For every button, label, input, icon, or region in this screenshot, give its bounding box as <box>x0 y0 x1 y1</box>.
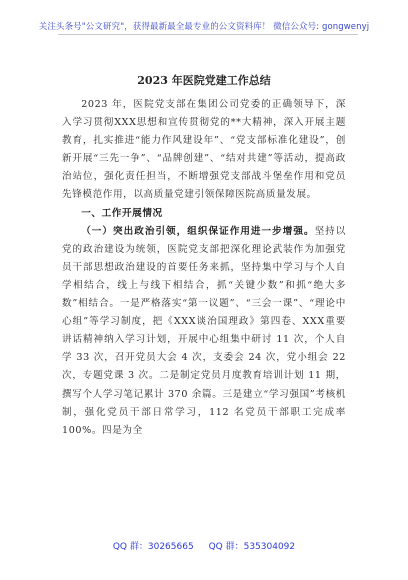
footer-qq-group-2: QQ 群：535304092 <box>208 542 296 552</box>
header-banner: 关注头条号"公文研究"，获得最新最全最专业的公文资料库！ 微信公众号: gongwenyj <box>38 22 370 32</box>
section-heading: 一、工作开展情况 <box>81 207 163 219</box>
document-title: 2023 年医院党建工作总结 <box>137 74 271 87</box>
intro-paragraph: 2023 年，医院党支部在集团公司党委的正确领导下，深入学习贯彻XXX思想和宣传贯彻党的**大精神，深入开展主题教育，扎实推进“能力作风建设年”、“党支部标准化建设”，创新开展“三先一争”、“品牌创建”、“结对共建”等活动，提高政治站位，强化责任担当，不断增强党支部战斗堡垒作用和党员先锋模范作用，以高质量党建引领保障医院高质量发展。 <box>62 99 346 201</box>
subsection-text: 坚持以党的政治建设为统领，医院党支部把深化理论武装作为加强党员干部思想政治建设的首要任务来抓，坚持集中学习与个人自学相结合，线上与线下相结合，抓“关键少数”和抓“绝大多数”相结合。一是严格落实“第一议题”、“三会一课”、“理论中心组”等学习制度，把《XXX谈治国理政》第四卷、XXX重要讲话精神纳入学习计划，开展中心组集中研讨 11 次，个人自学 33 次，召开党员大会 4 次，支委会 24 次，党小组会 22 次，专题党课 3 次。二是制定党员月度教育培训计划 11 期，撰写个人学习笔记累计 370 余篇。三是建立“学习强国”考核机制，强化党员干部日常学习，112 名党员干部职工完成率 100%。四是为全 <box>62 225 346 436</box>
header-divider <box>58 34 358 35</box>
subsection-paragraph <box>62 223 346 440</box>
document-body <box>62 96 346 440</box>
footer-qq-group-1: QQ 群：30265665 <box>112 542 194 552</box>
subsection-heading: （一）突出政治引领，组织保证作用进一步增强。 <box>81 225 315 237</box>
footer <box>0 539 408 552</box>
